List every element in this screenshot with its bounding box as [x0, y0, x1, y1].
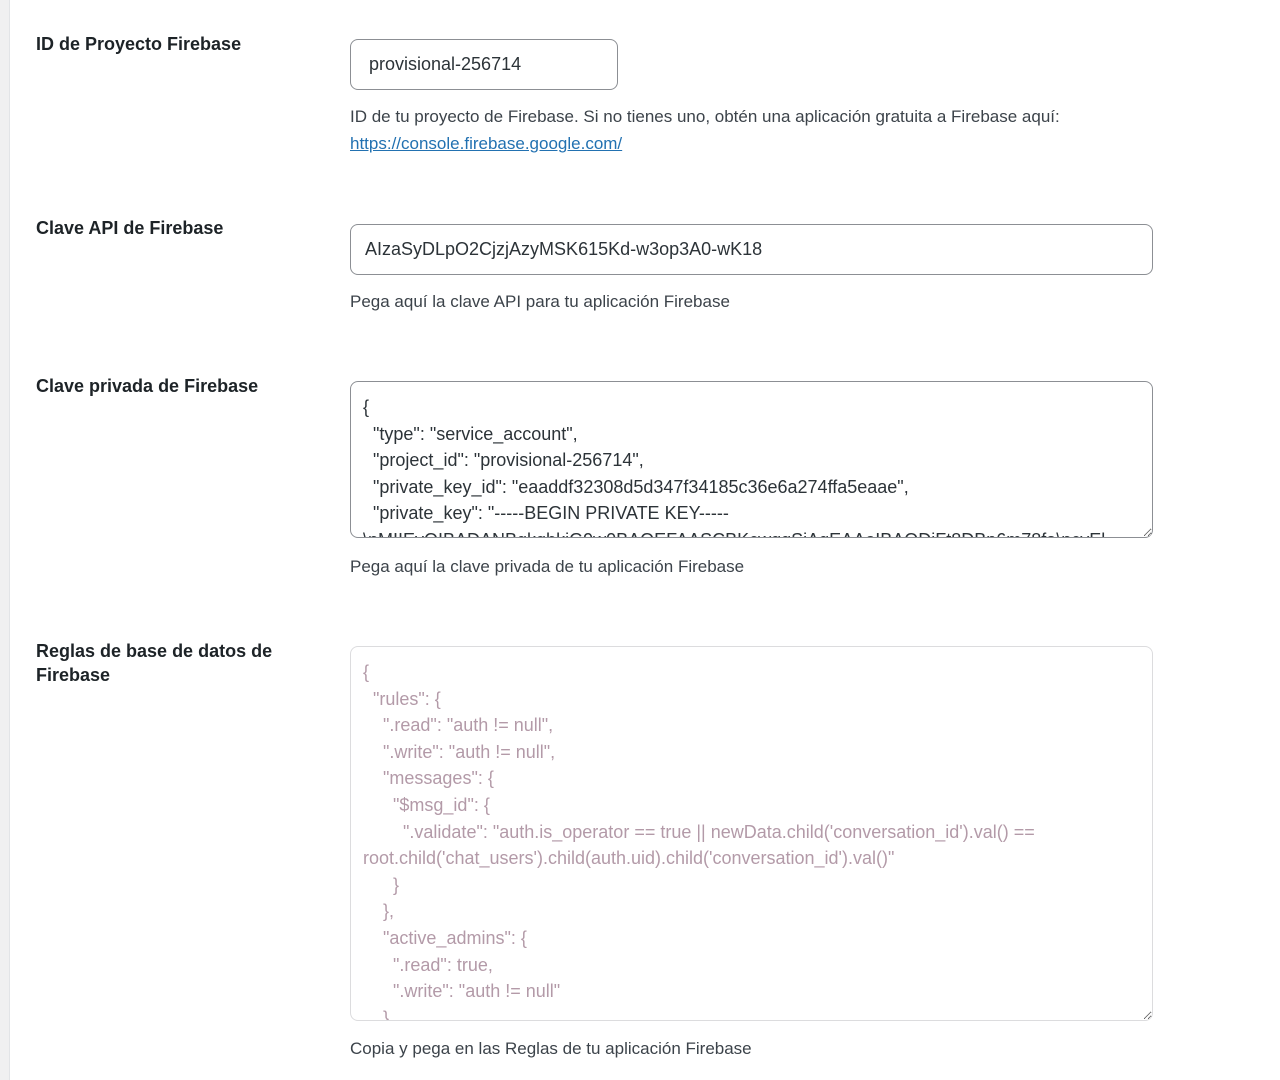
private-key-textarea[interactable]: [350, 381, 1153, 538]
api-key-description: Pega aquí la clave API para tu aplicación Firebase: [350, 292, 730, 311]
api-key-label: Clave API de Firebase: [36, 218, 224, 238]
firebase-console-link[interactable]: https://console.firebase.google.com/: [350, 134, 623, 153]
project-id-description: [350, 103, 1150, 157]
api-key-input[interactable]: [350, 224, 1153, 275]
private-key-label: Clave privada de Firebase: [36, 376, 259, 396]
rules-label: Reglas de base de datos de Firebase: [36, 641, 273, 685]
private-key-description: Pega aquí la clave privada de tu aplicación Firebase: [350, 557, 745, 576]
project-id-input[interactable]: [350, 39, 618, 90]
project-id-label: ID de Proyecto Firebase: [36, 34, 242, 54]
rules-textarea[interactable]: [350, 646, 1153, 1021]
rules-description: Copia y pega en las Reglas de tu aplicación Firebase: [350, 1039, 752, 1058]
project-id-description-text: ID de tu proyecto de Firebase. Si no tienes uno, obtén una aplicación gratuita a Firebase aquí:: [350, 107, 1060, 126]
